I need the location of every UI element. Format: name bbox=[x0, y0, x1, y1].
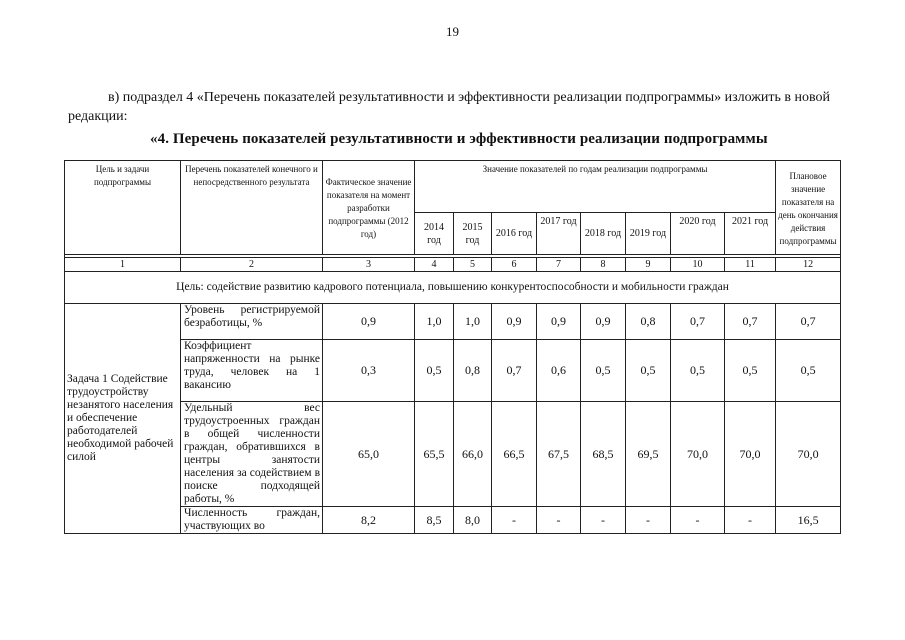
plan-value: 16,5 bbox=[776, 507, 841, 534]
table-row bbox=[65, 304, 841, 340]
column-number: 4 bbox=[415, 258, 454, 272]
year-value: 66,0 bbox=[454, 402, 492, 507]
column-number: 6 bbox=[492, 258, 537, 272]
fact-value: 0,9 bbox=[323, 304, 415, 340]
header-plan-value: Плановое значение показателя на день окончания действия подпрограммы bbox=[776, 161, 841, 255]
header-years-group: Значение показателей по годам реализации подпрограммы bbox=[415, 161, 776, 213]
year-value: - bbox=[492, 507, 537, 534]
year-value: - bbox=[626, 507, 671, 534]
year-value: 1,0 bbox=[415, 304, 454, 340]
year-value: - bbox=[725, 507, 776, 534]
year-value: 69,5 bbox=[626, 402, 671, 507]
header-year: 2018 год bbox=[581, 213, 626, 255]
indicator-name: Удельный вес трудоустроенных граждан в общей численности граждан, обратившихся в центры занятости населения за содействием в поиске подходящей работы, % bbox=[181, 402, 323, 507]
fact-value: 0,3 bbox=[323, 340, 415, 402]
year-value: 0,7 bbox=[671, 304, 725, 340]
year-value: - bbox=[581, 507, 626, 534]
indicators-table bbox=[64, 160, 841, 534]
year-value: - bbox=[671, 507, 725, 534]
year-value: 0,5 bbox=[626, 340, 671, 402]
indicator-name: Коэффициент напряженности на рынке труда, человек на 1 вакансию bbox=[181, 340, 323, 402]
column-number: 7 bbox=[537, 258, 581, 272]
plan-value: 0,7 bbox=[776, 304, 841, 340]
year-value: 0,6 bbox=[537, 340, 581, 402]
task-cell: Задача 1 Содействие трудоустройству незанятого населения и обеспечение работодателей необходимой рабочей силой bbox=[65, 304, 181, 534]
plan-value: 70,0 bbox=[776, 402, 841, 507]
year-value: 68,5 bbox=[581, 402, 626, 507]
year-value: 65,5 bbox=[415, 402, 454, 507]
year-value: 1,0 bbox=[454, 304, 492, 340]
header-row bbox=[65, 161, 841, 213]
header-year: 2014 год bbox=[415, 213, 454, 255]
indicator-name: Численность граждан, участвующих во bbox=[181, 507, 323, 534]
year-value: 67,5 bbox=[537, 402, 581, 507]
fact-value: 65,0 bbox=[323, 402, 415, 507]
header-year: 2021 год bbox=[725, 213, 776, 255]
year-value: 0,9 bbox=[581, 304, 626, 340]
column-number: 10 bbox=[671, 258, 725, 272]
header-year: 2017 год bbox=[537, 213, 581, 255]
year-value: 0,5 bbox=[725, 340, 776, 402]
page-number: 19 bbox=[446, 24, 459, 39]
year-value: 66,5 bbox=[492, 402, 537, 507]
year-value: 0,8 bbox=[454, 340, 492, 402]
year-value: 0,9 bbox=[537, 304, 581, 340]
header-indicators-list: Перечень показателей конечного и непосредственного результата bbox=[181, 161, 323, 255]
header-year: 2020 год bbox=[671, 213, 725, 255]
goal-text: Цель: содействие развитию кадрового потенциала, повышению конкурентоспособности и мобильности граждан bbox=[65, 272, 841, 304]
year-value: 0,8 bbox=[626, 304, 671, 340]
column-numbers-row bbox=[65, 258, 841, 272]
table-row bbox=[65, 402, 841, 507]
column-number: 12 bbox=[776, 258, 841, 272]
year-value: 8,0 bbox=[454, 507, 492, 534]
header-year: 2015 год bbox=[454, 213, 492, 255]
indicator-name: Уровень регистрируемой безработицы, % bbox=[181, 304, 323, 340]
year-value: 0,9 bbox=[492, 304, 537, 340]
table-row bbox=[65, 507, 841, 534]
table-row bbox=[65, 340, 841, 402]
fact-value: 8,2 bbox=[323, 507, 415, 534]
year-value: - bbox=[537, 507, 581, 534]
column-number: 2 bbox=[181, 258, 323, 272]
header-goals-tasks: Цель и задачи подпрограммы bbox=[65, 161, 181, 255]
header-year: 2019 год bbox=[626, 213, 671, 255]
year-value: 0,5 bbox=[415, 340, 454, 402]
column-number: 11 bbox=[725, 258, 776, 272]
year-value: 70,0 bbox=[671, 402, 725, 507]
column-number: 8 bbox=[581, 258, 626, 272]
column-number: 1 bbox=[65, 258, 181, 272]
year-value: 0,5 bbox=[671, 340, 725, 402]
header-year: 2016 год bbox=[492, 213, 537, 255]
intro-paragraph: в) подраздел 4 «Перечень показателей результативности и эффективности реализации подпрограммы» изложить в новой редакции: bbox=[68, 90, 831, 124]
section-title: «4. Перечень показателей результативности и эффективности реализации подпрограммы bbox=[150, 131, 768, 147]
year-value: 0,7 bbox=[492, 340, 537, 402]
column-number: 3 bbox=[323, 258, 415, 272]
column-number: 9 bbox=[626, 258, 671, 272]
column-number: 5 bbox=[454, 258, 492, 272]
header-fact-value: Фактическое значение показателя на момент разработки подпрограммы (2012 год) bbox=[323, 161, 415, 255]
year-value: 8,5 bbox=[415, 507, 454, 534]
goal-row bbox=[65, 272, 841, 304]
year-value: 0,5 bbox=[581, 340, 626, 402]
year-value: 0,7 bbox=[725, 304, 776, 340]
year-value: 70,0 bbox=[725, 402, 776, 507]
plan-value: 0,5 bbox=[776, 340, 841, 402]
